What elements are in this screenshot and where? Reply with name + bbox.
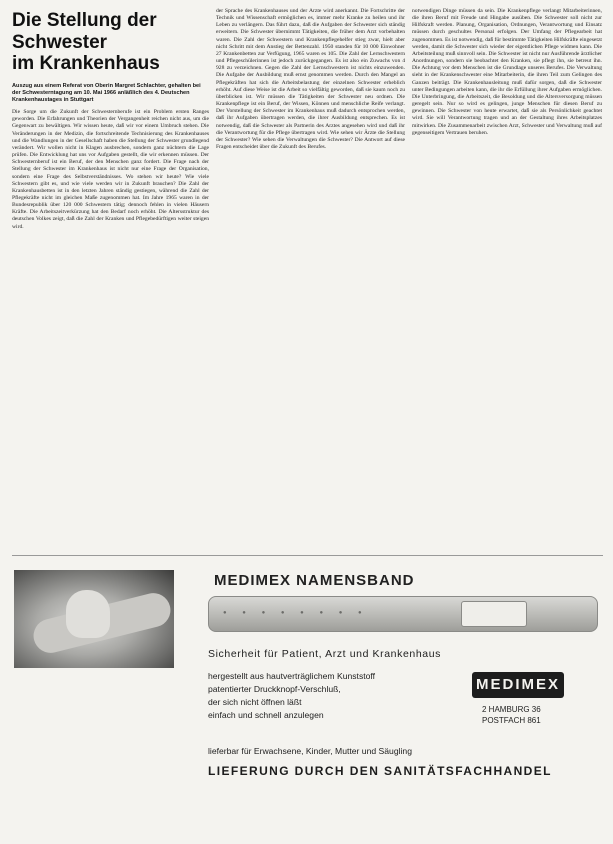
article-column-3 (412, 8, 602, 550)
ad-slogan: Sicherheit für Patient, Arzt und Krankenhaus (208, 648, 442, 660)
title-line-3: im Krankenhaus (12, 53, 160, 74)
ad-availability-note: lieferbar für Erwachsene, Kinder, Mutter und Säugling (208, 746, 412, 756)
article-column-2 (216, 8, 405, 550)
article-title (12, 10, 209, 75)
ad-desc-line-4: einfach und schnell anzulegen (208, 710, 324, 720)
photo-hand-shape (66, 590, 110, 638)
article-lead: Auszug aus einem Referat von Oberin Margret Schlachter, gehalten bei der Schwesterntagung am 10. Mai 1966 anläßlich des 4. Deutschen Krankenhaustages in Stuttgart (12, 82, 201, 103)
medimex-logo: MEDIMEX (472, 672, 564, 698)
ad-photo-wristband (14, 570, 174, 668)
ad-desc-line-2: patentierter Druckknopf-Verschluß, (208, 684, 341, 694)
ad-address (482, 704, 592, 726)
ad-desc-line-1: hergestellt aus hautverträglichem Kunststoff (208, 671, 376, 681)
ad-description (208, 670, 448, 722)
ad-address-pobox: POSTFACH 861 (482, 716, 541, 725)
article-body-col1: Die Sorge um die Zukunft der Schwesternberufe ist ein Problem ersten Ranges geworden. Die Erfahrungen und Theorien der Vergangenheit reichen nicht aus, um die Gegenwart zu bewältigen. Wir wissen heute, daß wir vor einem Umbruch stehen. Die Veränderungen in der Medizin, die fortschreitende Technisierung des Krankenhauses und die Wandlungen in der Gesellschaft haben die Stellung der Schwester grundlegend verändert. Wir wollen nicht in Klagen ausbrechen, sondern ganz nüchtern die Lage prüfen. Die Entwicklung hat uns vor Aufgaben gestellt, die wir erkennen müssen. Der Schwesternberuf ist ein Beruf, der den Menschen ganz fordert. Die Frage nach der Stellung der Schwester im Krankenhaus ist nicht nur eine Frage der Organisation, sondern eine Frage des Selbstverständnisses. Wo stehen wir heute? Wie viele Schwestern gibt es, und wie viele werden wir in Zukunft brauchen? Die Zahl der Krankenhausbetten ist in den letzten Jahren ständig gestiegen, während die Zahl der Pflegekräfte nicht im gleichen Maße zugenommen hat. Im Jahre 1965 waren in der Bundesrepublik über 120 000 Schwestern tätig; dennoch fehlen in vielen Häusern Kräfte. Die Arbeitszeitverkürzung hat den Bedarf noch erhöht. Die Altersstruktur des deutschen Volkes zeigt, daß die Zahl der Kranken und Pflegebedürftigen weiter steigen wird. (12, 109, 209, 230)
wristband-name-tag (461, 601, 527, 627)
wristband-illustration (208, 596, 598, 632)
title-line-1: Die Stellung der (12, 10, 157, 31)
ad-headline: MEDIMEX NAMENSBAND (214, 572, 415, 589)
ad-footer: LIEFERUNG DURCH DEN SANITÄTSFACHHANDEL (208, 764, 552, 778)
article-column-1 (12, 10, 209, 607)
ad-address-city: 2 HAMBURG 36 (482, 705, 541, 714)
column-2-body-wrap (216, 8, 405, 550)
article-body-col2: der Sprache des Krankenhauses und der Ärzte wird anerkannt. Die Fortschritte der Technik und Wissenschaft ermöglichen es, immer mehr Kranke zu heilen und ihr Leben zu verlängern. Das führt dazu, daß die Aufgaben der Schwester sich ständig erweitern. Die Schwester übernimmt Tätigkeiten, die früher dem Arzt vorbehalten waren. Die Zahl der Schwestern und Krankenpflegehelfer stieg zwar, hielt aber nicht Schritt mit dem Anstieg der Bettenzahl. 1950 standen für 10 000 Einwohner 27 Krankenbetten zur Verfügung, 1965 waren es 105. Die Zahl der Lernschwestern und Pflegeschülerinnen ist jedoch zurückgegangen. Es ist also ein Zuwachs von 4 928 zu verzeichnen. Gegen die Zahl der Lernschwestern ist nichts einzuwenden. Die Aufgabe der Ausbildung muß ernst genommen werden. Durch den Mangel an Pflegekräften hat sich die Arbeitsbelastung der einzelnen Schwester erheblich erhöht. Auf diese Weise ist die Arbeit so vielfältig geworden, daß sie kaum noch zu überblicken ist. Wir müssen die Tätigkeiten der Schwester neu ordnen. Die Krankenpflege ist ein Beruf, der Wissen, Können und menschliche Reife verlangt. Der Vorstellung der Schwester im Krankenhaus muß dadurch entsprochen werden, daß ihr Aufgaben übertragen werden, die ihrer Ausbildung entsprechen. Es ist notwendig, daß die Schwester als Partnerin des Arztes angesehen wird und daß ihr die Verantwortung für die Pflege übertragen wird. Wie sehen wir Ärzte die Stellung der Schwester? Wie sehen die Verwaltungen die Schwester? Die Antwort auf diese Fragen entscheidet über die Zukunft des Berufes. (216, 8, 405, 150)
column-1-body-wrap (12, 109, 209, 607)
article-body-col3: notwendigen Dinge müssen da sein. Die Krankenpflege verlangt Mitarbeiterinnen, die ihren Beruf mit Freude und Hingabe ausüben. Die Schwester soll nicht zur Hilfskraft werden. Planung, Organisation, Ordnungen, Verantwortung und Einsatz müssen durch geschultes Personal erfolgen. Der Umfang der Pflegearbeit hat zugenommen. Es ist notwendig, daß für bestimmte Tätigkeiten Hilfskräfte eingesetzt werden, damit die Schwester sich wieder der eigentlichen Pflege widmen kann. Die Arbeitsteilung muß sinnvoll sein. Die Schwester ist nicht nur Ausführende ärztlicher Anordnungen, sondern sie beobachtet den Kranken, sie pflegt ihn, sie betreut ihn. Die Achtung vor dem Menschen ist die Grundlage unseres Berufes. Die Verwaltung sieht in der Krankenschwester eine Mitarbeiterin, die ihren Teil zum Gelingen des Ganzen beiträgt. Die Krankenhausleitung muß dafür sorgen, daß die Schwester unter Bedingungen arbeiten kann, die ihr die Erfüllung ihrer Aufgaben ermöglichen. Die Unterbringung, die Arbeitszeit, die Besoldung und die Altersversorgung müssen geregelt sein. Nur so wird es gelingen, junge Menschen für diesen Beruf zu gewinnen. Die Schwester von heute erwartet, daß sie als Persönlichkeit geachtet wird. Sie will Verantwortung tragen und an der Gestaltung ihres Arbeitsplatzes mitwirken. Die Zusammenarbeit zwischen Arzt, Schwester und Verwaltung muß auf gegenseitigem Vertrauen beruhen. (412, 8, 602, 136)
wristband-holes: ● ● ● ● ● ● ● ● (223, 610, 369, 616)
ad-desc-line-3: der sich nicht öffnen läßt (208, 697, 302, 707)
column-3-body-wrap (412, 8, 602, 550)
medimex-advertisement (12, 555, 603, 839)
title-line-2: Schwester (12, 31, 108, 53)
